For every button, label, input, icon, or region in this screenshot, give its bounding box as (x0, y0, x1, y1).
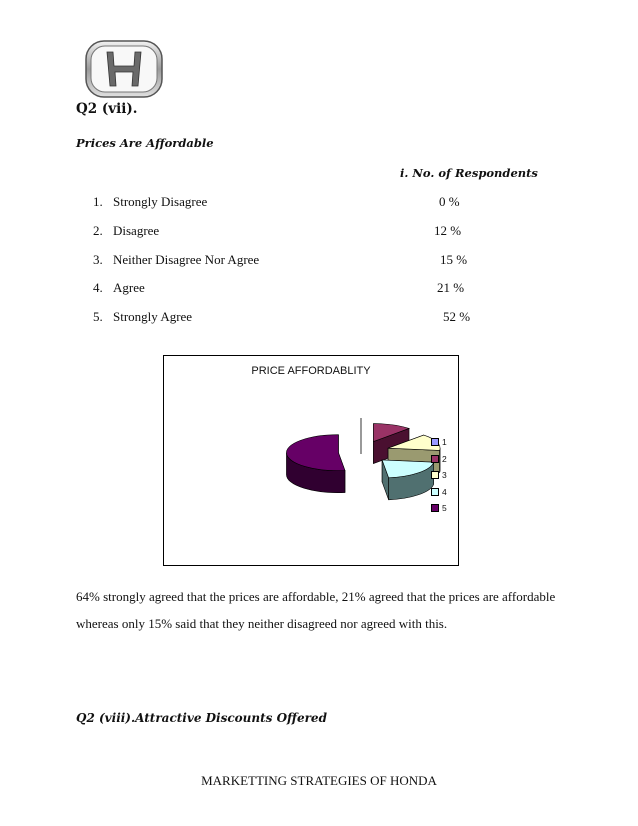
pie-slice-4 (382, 460, 434, 500)
item-label: Agree (113, 280, 145, 295)
respondents-column-header: i. No. of Respondents (400, 166, 538, 180)
question-title: Prices Are Affordable (76, 136, 214, 150)
legend-swatch (431, 488, 439, 496)
legend-swatch (431, 471, 439, 479)
legend-item (431, 434, 451, 451)
chart-legend (431, 434, 451, 517)
item-number: 1. (93, 194, 103, 209)
legend-item (431, 500, 451, 517)
legend-item (431, 451, 451, 468)
item-label: Strongly Disagree (113, 194, 208, 209)
question-number: Q2 (vii). (76, 101, 138, 117)
item-label: Strongly Agree (113, 309, 193, 324)
next-question-heading: Q2 (viii).Attractive Discounts Offered (76, 711, 327, 725)
legend-swatch (431, 438, 439, 446)
pie-chart (163, 355, 459, 566)
item-number: 4. (93, 280, 103, 295)
item-percent: 12 % (434, 223, 462, 238)
item-number: 3. (93, 252, 103, 267)
summary-line-2: whereas only 15% said that they neither disagreed nor agreed with this. (76, 616, 448, 631)
legend-swatch (431, 504, 439, 512)
honda-logo (80, 38, 168, 100)
item-percent: 0 % (439, 194, 460, 209)
legend-item (431, 484, 451, 501)
legend-item (431, 467, 451, 484)
page-footer: MARKETTING STRATEGIES OF HONDA (201, 773, 437, 788)
item-percent: 15 % (440, 252, 468, 267)
legend-label: 1 (442, 437, 447, 448)
pie-slice-5 (286, 435, 345, 493)
item-percent: 52 % (443, 309, 471, 324)
legend-label: 4 (442, 486, 447, 497)
legend-label: 2 (442, 453, 447, 464)
legend-label: 3 (442, 470, 447, 481)
summary-paragraph (76, 583, 576, 637)
legend-swatch (431, 455, 439, 463)
summary-line-1: 64% strongly agreed that the prices are affordable, 21% agreed that the prices are affordable (76, 589, 556, 604)
item-label: Disagree (113, 223, 160, 238)
chart-title: PRICE AFFORDABLITY (251, 365, 371, 377)
legend-label: 5 (442, 503, 447, 514)
item-label: Neither Disagree Nor Agree (113, 252, 260, 267)
item-number: 5. (93, 309, 103, 324)
pie-chart-plot (164, 356, 458, 565)
item-number: 2. (93, 223, 103, 238)
item-percent: 21 % (437, 280, 465, 295)
